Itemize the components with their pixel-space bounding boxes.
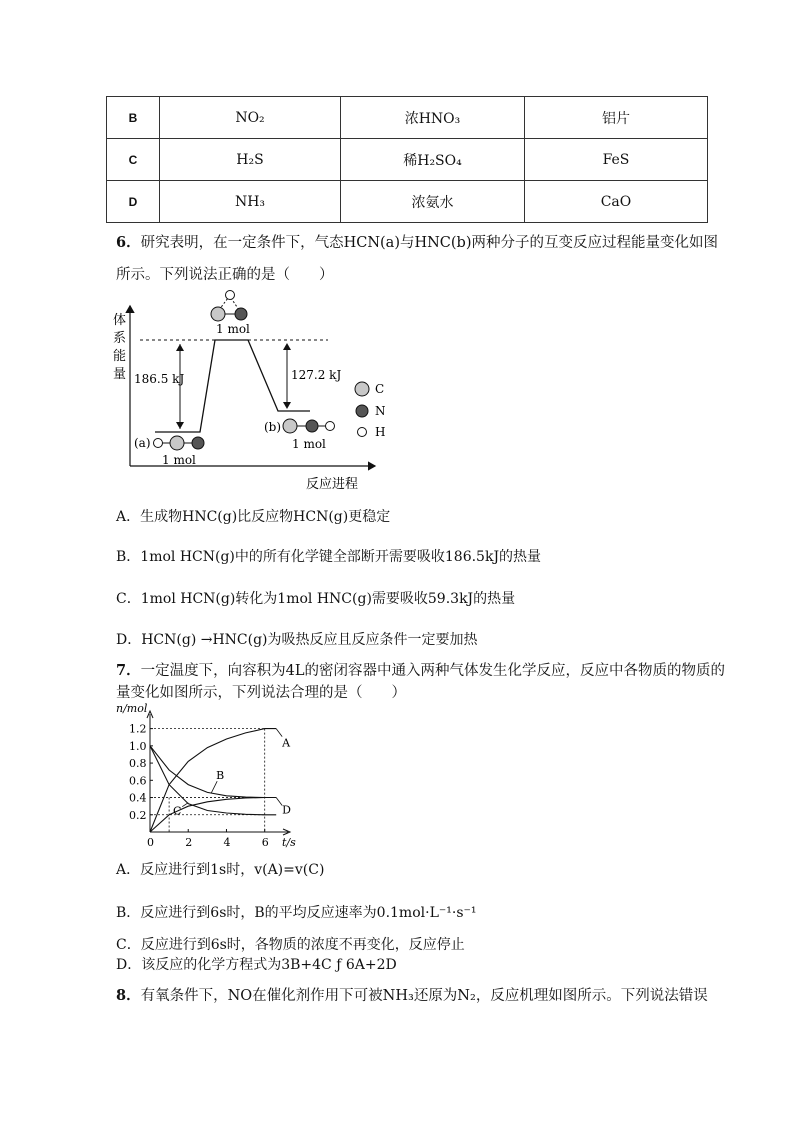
series-label-d: D: [282, 803, 292, 817]
q6-option-d: D．HCN(g) →HNC(g)为吸热反应且反应条件一定要加热: [116, 632, 478, 648]
solid-cell: FeS: [525, 139, 708, 181]
y-tick-label: 0.8: [129, 757, 147, 771]
x-tick-label: 4: [223, 836, 231, 849]
svg-text:系: 系: [113, 331, 127, 346]
q6-number: 6．: [116, 234, 141, 251]
table-row: [107, 139, 708, 181]
energy-down-label: 127.2 kJ: [291, 368, 342, 382]
q6-stem-line1: 6．研究表明，在一定条件下，气态HCN(a)与HNC(b)两种分子的互变反应过程能量变化如图: [116, 234, 718, 251]
row-label: C: [107, 139, 160, 181]
series-a: [150, 729, 276, 832]
q8-number: 8．: [116, 987, 141, 1004]
svg-text:量: 量: [113, 367, 127, 382]
y-tick-label: 0.6: [129, 774, 147, 788]
q7-stem-line1: 7．一定温度下，向容积为4L的密闭容器中通入两种气体发生化学反应，反应中各物质的物质的: [116, 662, 725, 679]
x-tick-label: 2: [185, 836, 193, 849]
row-label: D: [107, 181, 160, 223]
gas-cell: NO₂: [160, 97, 341, 139]
y-tick-label: 1.2: [129, 722, 147, 736]
row-label: B: [107, 97, 160, 139]
energy-diagram: [110, 286, 400, 496]
reagent-table: [106, 96, 708, 223]
q7-option-b: B．反应进行到6s时，B的平均反应速率为0.1mol·L⁻¹·s⁻¹: [116, 905, 477, 921]
series-label-c: C: [172, 804, 182, 818]
x-tick-label: 0: [147, 836, 154, 849]
y-tick-label: 0.4: [129, 791, 147, 805]
solid-cell: CaO: [525, 181, 708, 223]
q6-option-c: C．1mol HCN(g)转化为1mol HNC(g)需要吸收59.3kJ的热量: [116, 591, 516, 607]
q6-option-a: A．生成物HNC(g)比反应物HCN(g)更稳定: [116, 509, 391, 525]
q7-option-d: D．该反应的化学方程式为3B+4C ƒ 6A+2D: [116, 957, 397, 973]
q7-option-c: C．反应进行到6s时，各物质的浓度不再变化，反应停止: [116, 937, 465, 953]
series-c: [150, 746, 276, 815]
gas-cell: H₂S: [160, 139, 341, 181]
series-label-a: A: [282, 736, 291, 750]
svg-text:能: 能: [113, 349, 127, 364]
q7-number: 7．: [116, 662, 141, 679]
table-row: [107, 97, 708, 139]
series-label-b: B: [216, 769, 225, 783]
nitrogen-swatch: [356, 405, 368, 417]
hydrogen-swatch: [358, 428, 367, 437]
y-axis-label: n/mol: [116, 702, 148, 715]
transition-molecule: [211, 291, 250, 337]
svg-text:1 mol: 1 mol: [162, 453, 196, 467]
y-tick-label: 1.0: [129, 739, 147, 753]
q6-option-b: B．1mol HCN(g)中的所有化学键全部断开需要吸收186.5kJ的热量: [116, 549, 542, 565]
y-axis-label: [113, 312, 126, 382]
reagent-cell: 稀H₂SO₄: [341, 139, 525, 181]
x-axis-label: t/s: [282, 836, 296, 849]
q7-stem-line2: 量变化如图所示，下列说法合理的是（ ）: [116, 685, 406, 701]
atom-legend: [355, 382, 386, 439]
svg-text:1 mol: 1 mol: [292, 437, 326, 451]
reagent-cell: 浓氨水: [341, 181, 525, 223]
amount-time-chart: [110, 700, 300, 852]
svg-text:1 mol: 1 mol: [216, 322, 250, 336]
molecule-a: [134, 436, 204, 467]
energy-up-label: 186.5 kJ: [134, 372, 185, 386]
x-axis-label: 反应进程: [306, 477, 359, 492]
svg-text:H: H: [375, 425, 386, 439]
svg-text:(b): (b): [264, 420, 282, 434]
series-label-leader: [276, 729, 282, 737]
carbon-swatch: [355, 382, 369, 396]
svg-text:C: C: [375, 382, 385, 396]
q8-stem-line1: 8．有氧条件下，NO在催化剂作用下可被NH₃还原为N₂，反应机理如图所示。下列说法错误: [116, 987, 708, 1004]
molecule-b: [264, 419, 335, 451]
svg-text:(a): (a): [134, 436, 151, 450]
gas-cell: NH₃: [160, 181, 341, 223]
q6-stem-line2: 所示。下列说法正确的是（ ）: [116, 267, 334, 283]
svg-text:体: 体: [113, 313, 127, 328]
q7-option-a: A．反应进行到1s时，v(A)=v(C): [116, 862, 325, 878]
y-tick-label: 0.2: [129, 808, 147, 822]
table-row: [107, 181, 708, 223]
series-label-leader: [211, 781, 217, 793]
x-tick-label: 6: [261, 836, 269, 849]
reagent-cell: 浓HNO₃: [341, 97, 525, 139]
solid-cell: 铝片: [525, 97, 708, 139]
svg-text:N: N: [375, 404, 386, 418]
